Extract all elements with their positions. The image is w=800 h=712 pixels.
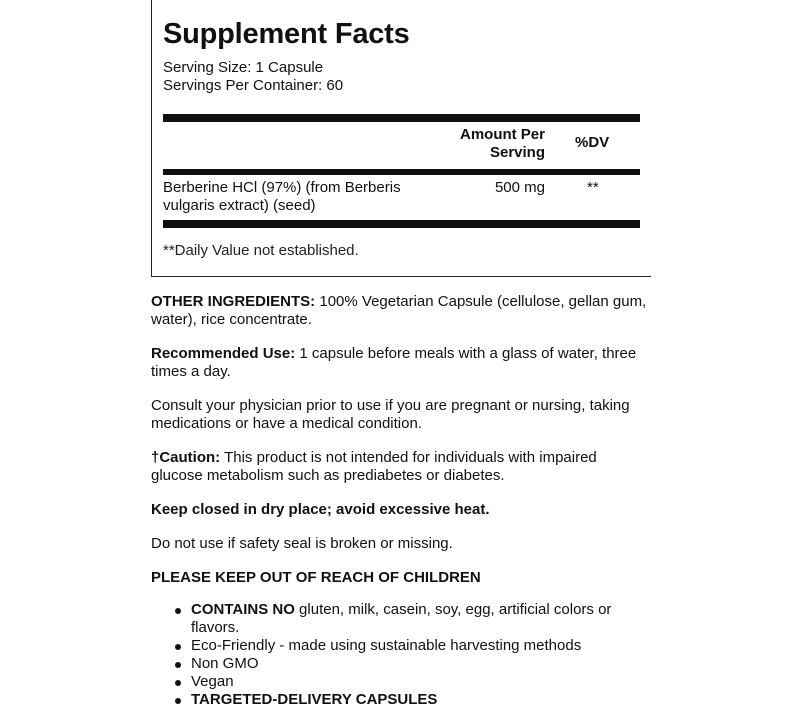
targeted-delivery-text: TARGETED-DELIVERY CAPSULES: [191, 691, 438, 708]
other-ingredients-text: 100% Vegetarian Capsule (cellulose, gellan gum, water), rice concentrate.: [151, 293, 647, 328]
bullet-dot-icon: [175, 680, 181, 686]
divider-thick: [163, 114, 640, 122]
list-item: [175, 601, 651, 637]
serving-size: Serving Size: 1 Capsule: [163, 59, 324, 76]
ingredient-name: Berberine HCl (97%) (from Berberis vulgaris extract) (seed): [163, 179, 401, 214]
list-item: [175, 673, 651, 691]
other-ingredients-label: OTHER INGREDIENTS:: [151, 293, 316, 310]
list-item: [175, 691, 651, 709]
daily-value-footnote: **Daily Value not established.: [163, 242, 359, 259]
children-text: PLEASE KEEP OUT OF REACH OF CHILDREN: [151, 569, 481, 586]
caution: [151, 449, 651, 485]
bullet-dot-icon: [175, 608, 181, 614]
feature-list: [175, 601, 651, 709]
consult-physician: Consult your physician prior to use if you are pregnant or nursing, taking medications or have a medical condition.: [151, 397, 630, 432]
facts-header-row: [163, 122, 640, 169]
header-amount-per-serving: Amount Per Serving: [459, 126, 545, 161]
facts-title: Supplement Facts: [163, 18, 410, 50]
ingredient-row: [163, 175, 640, 220]
storage-text: Keep closed in dry place; avoid excessive heat.: [151, 501, 490, 518]
eco-friendly-text: Eco-Friendly - made using sustainable harvesting methods: [191, 637, 582, 654]
ingredient-dv: **: [587, 179, 599, 196]
servings-per-container: Servings Per Container: 60: [163, 77, 344, 94]
caution-text: This product is not intended for individuals with impaired glucose metabolism such as prediabetes or diabetes.: [151, 449, 597, 484]
supplement-facts-panel: [151, 0, 651, 277]
contains-no-label: CONTAINS NO: [191, 601, 295, 618]
other-ingredients: [151, 293, 651, 329]
recommended-use: [151, 345, 651, 381]
header-dv: %DV: [575, 134, 610, 151]
bullet-dot-icon: [175, 662, 181, 668]
recommended-use-label: Recommended Use:: [151, 345, 296, 362]
list-item: [175, 637, 651, 655]
children-warning: [151, 569, 651, 587]
contains-no-text: gluten, milk, casein, soy, egg, artificial colors or flavors.: [191, 601, 612, 636]
ingredient-amount: 500 mg: [494, 179, 545, 196]
bullet-dot-icon: [175, 644, 181, 650]
list-item: [175, 655, 651, 673]
recommended-use-text: 1 capsule before meals with a glass of water, three times a day.: [151, 345, 637, 380]
safety-seal: Do not use if safety seal is broken or missing.: [151, 535, 453, 552]
divider-bottom: [163, 220, 640, 228]
serving-info: [163, 59, 640, 95]
caution-label: †Caution:: [151, 449, 221, 466]
storage-instructions: [151, 501, 651, 519]
bullet-dot-icon: [175, 698, 181, 704]
label-body-text: [151, 293, 651, 709]
non-gmo-text: Non GMO: [191, 655, 259, 672]
vegan-text: Vegan: [191, 673, 234, 690]
